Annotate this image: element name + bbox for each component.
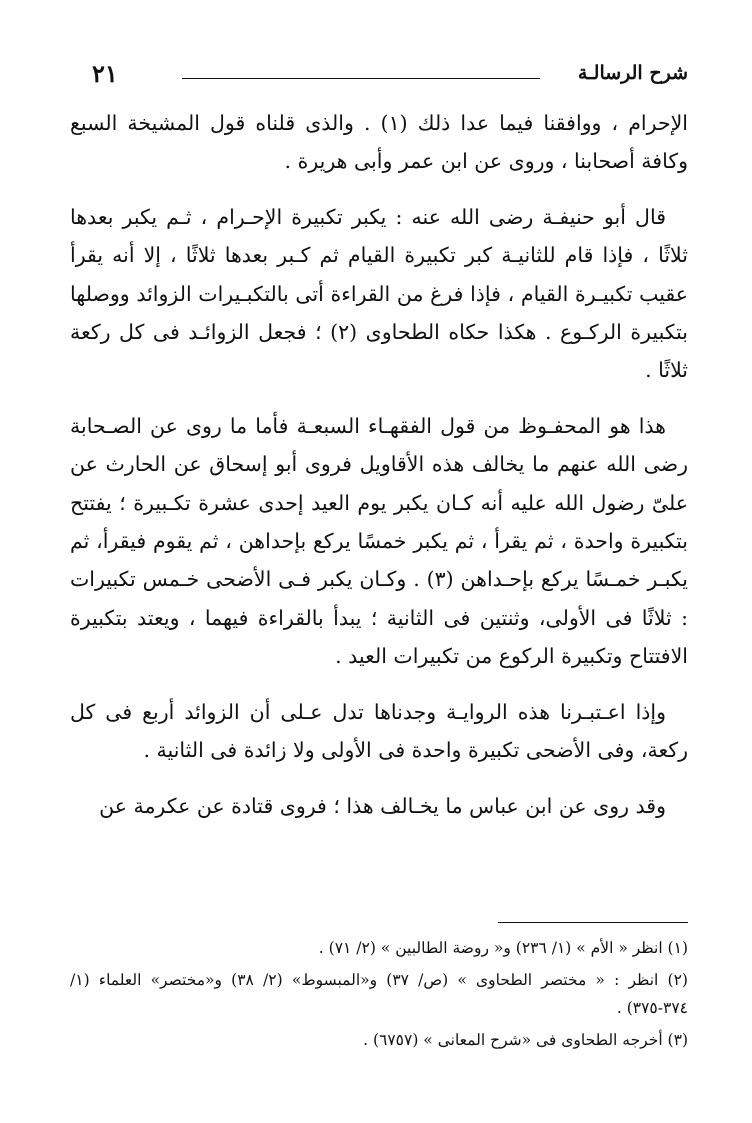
paragraph-5: وقد روى عن ابن عباس ما يخـالف هذا ؛ فروى قتادة عن عكرمة عن	[99, 793, 666, 818]
footnote-2: (٢) انظر : « مختصر الطحاوى » (ص/ ٣٧) و«المبسوط» (٢/ ٣٨) و«مختصر» العلماء (١/ ٣٧٤-٣٧٥) .	[70, 971, 688, 1017]
paragraph-1: الإحرام ، ووافقنا فيما عدا ذلك (١) . والذى قلناه قول المشيخة السبع وكافة أصحابنا ، وروى عن ابن عمر وأبى هريرة .	[70, 111, 688, 174]
footnote-3: (٣) أخرجه الطحاوى فى «شرح المعانى » (٦٧٥٧) .	[363, 1031, 688, 1049]
page-number: ٢١	[92, 59, 118, 88]
paragraph-4: وإذا اعـتبـرنا هذه الروايـة وجدناها تدل عـلى أن الزوائد أربع فى كل ركعة، وفى الأضحى تكبيرة واحدة فى الأولى ولا زائدة فى الثانية .	[70, 699, 688, 763]
footnotes	[70, 934, 688, 1058]
running-title: شرح الرسالـة	[577, 62, 688, 84]
main-text	[70, 104, 688, 825]
footnote-rule	[498, 922, 688, 923]
running-header	[64, 60, 688, 92]
paragraph-3: هذا هو المحفـوظ من قول الفقهـاء السبعـة فأما ما روى عن الصـحابة رضى الله عنهم ما يخالف هذه الأقاويل فروى أبو إسحاق عن الحارث عن علىّ رضول الله عليه أنه كـان يكبر يوم العيد إحدى عشرة تكـبيرة ؛ يفتتح بتكبيرة واحدة ، ثم يقرأ ، ثم يكبر خمسًا يركع بإحداهن ، ثم يقوم فيقرأ، ثم يكبـر خمـسًا يركع بإحـداهن (٣) . وكـان يكبر فـى الأضحى خـمس تكبيرات : ثلاثًا فى الأولى، وثنتين فى الثانية ؛ يبدأ بالقراءة فيهما ، ويعتد بتكبيرة الافتتاح وتكبيرة الركوع من تكبيرات العيد .	[70, 413, 688, 669]
paragraph-2: قال أبو حنيفـة رضى الله عنه : يكبر تكبيرة الإحـرام ، ثـم يكبر بعدها ثلاثًا ، فإذا قام للثانيـة كبر تكبيرة القيام ثم كـبر بعدها ثلاثًا ، إلا أنه يقرأ عقيب تكبيـرة القيام ، فإذا فرغ من القراءة أتى بالتكبـيرات الزوائد ووصلها بتكبيرة الركـوع . هكذا حكاه الطحاوى (٢) ؛ فجعل الزوائـد فى كل ركعة ثلاثًا .	[70, 204, 689, 383]
footnote-1: (١) انظر « الأم » (١/ ٢٣٦) و« روضة الطالبين » (٢/ ٧١) .	[318, 939, 688, 957]
header-rule	[182, 78, 540, 79]
